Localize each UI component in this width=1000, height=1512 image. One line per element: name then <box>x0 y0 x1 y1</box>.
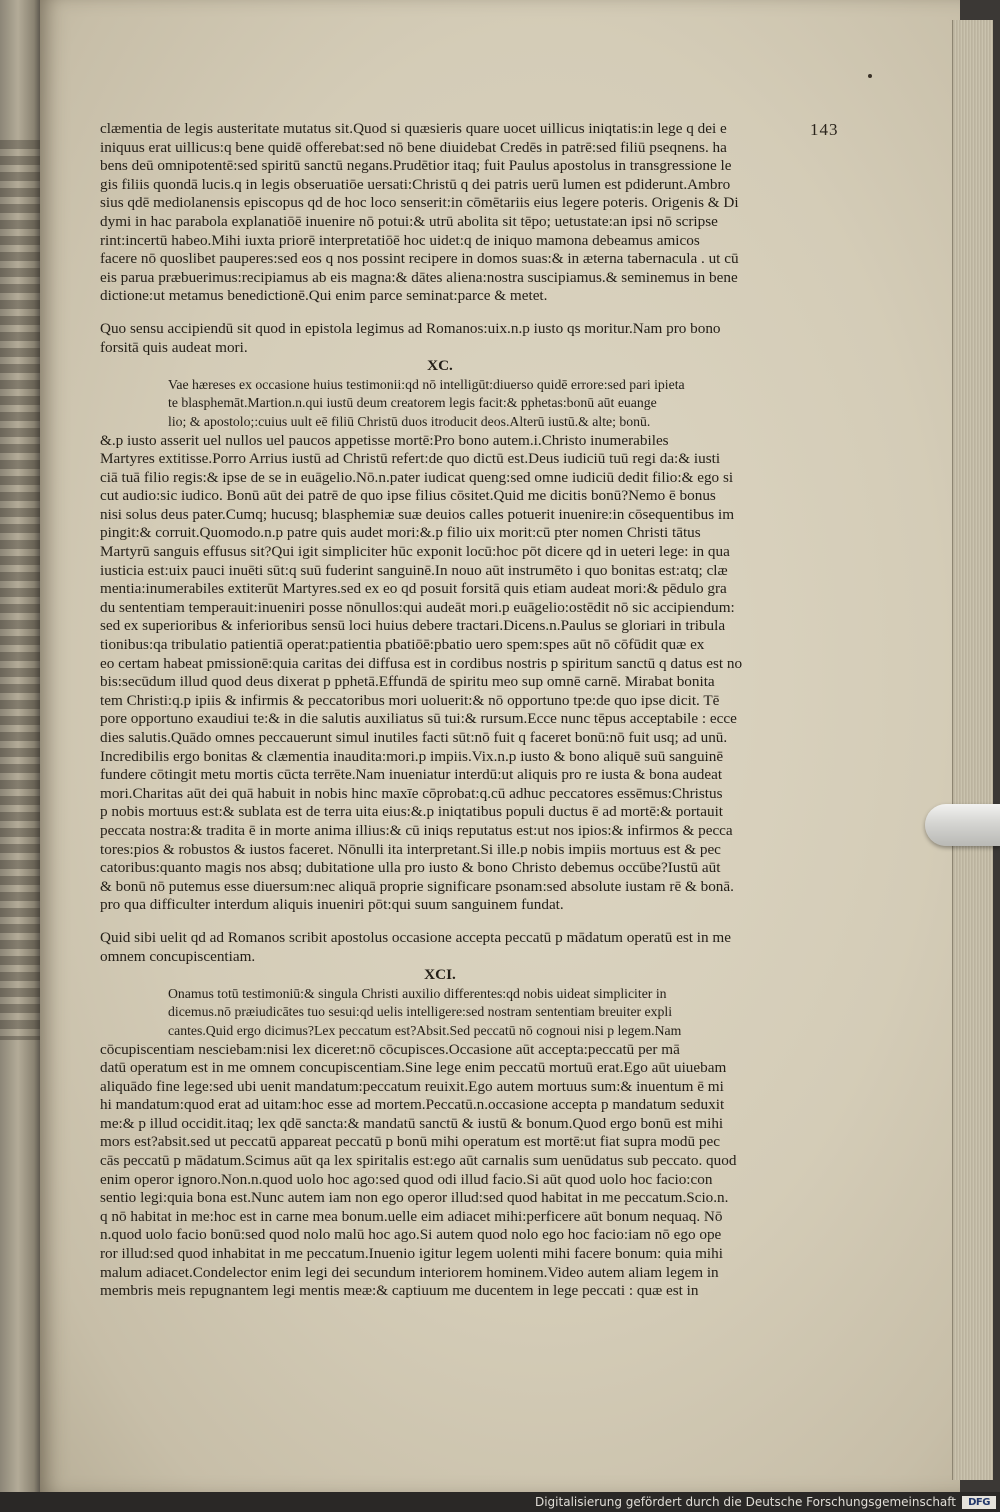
text-line: Quo sensu accipiendū sit quod in epistola legimus ad Romanos:uix.n.p iusto qs moritur.Nam pro bono <box>100 319 721 337</box>
text-line: tem Christi:q.p ipiis & infirmis & peccatoribus mori uoluerit:& nō opportuno tpe:de quo ipse dicit. Tē <box>100 691 720 709</box>
funding-notice: Digitalisierung gefördert durch die Deutsche Forschungsgemeinschaft <box>534 1495 956 1509</box>
text-line: ciā tuā filio regis:& ipse de se in euāgelio.Nō.n.pater iudicat queng:sed omne iudiciū dedit filio:& ego si <box>100 468 734 486</box>
text-line: sentio legi:quia bona est.Nunc autem iam non ego operor illud:sed quod habitat in me peccatum.Scio.n. <box>100 1189 729 1207</box>
text-line: tionibus:qa tribulatio patientiā operat:patientia pbatiōē:pbatio uero spem:spes aūt nō cōfūdit quæ ex <box>100 636 705 654</box>
text-line: Incredibilis ergo bonitas & clæmentia inaudita:mori.p impiis.Vix.n.p iusto & bono aliquē suū sanguinē <box>100 747 724 765</box>
section-xci <box>100 985 820 1301</box>
ink-mark <box>868 74 872 78</box>
text-line: cōcupiscentiam nesciebam:nisi lex diceret:nō cōcupisces.Occasione aūt accepta:peccatū per mā <box>100 1040 680 1058</box>
text-line: omnem concupiscentiam. <box>100 947 256 965</box>
text-line: dymi in hac parabola explanatiōē inuenire nō potui:& utrū abolita sit tēpo; uetustate:an ipsi nō scripse <box>100 212 718 230</box>
text-line: eis parua præbuerimus:recipiamus ab eis magna:& dātes aliena:nostra suscipiamus.& seminemus in bene <box>100 268 738 286</box>
text-line: Vae hæreses ex occasione huius testimonii:qd nō intelligūt:diuerso quidē errore:sed pari ipieta <box>168 376 685 392</box>
section-intro <box>100 120 820 306</box>
text-line: n.quod uolo facio bonū:sed quod nolo malū hoc ago.Si autem quod nolo ego hoc facio:iam nō ego ope <box>100 1226 722 1244</box>
text-line: iniquus erat uillicus:q bene quidē offerebat:sed nō bene diuidebat Credēs in patrē:sed filiū pseqnens. ha <box>100 138 727 156</box>
section-xc <box>100 376 820 915</box>
text-line: sed ex superioribus & inferioribus sensū loci huius debere tractari.Dicens.n.Paulus se gloriari in tribula <box>100 617 726 635</box>
text-line: ror illud:sed quod inhabitat in me peccatum.Inuenio igitur legem uolenti mihi facere bonum: quia mihi <box>100 1245 723 1263</box>
text-line: cut audio:sic iudico. Bonū aūt dei patrē de quo ipse filius cōsitet.Quid me dicitis bonū?Nemo ē bonus <box>100 487 716 505</box>
text-line: me:& p illud occidit.itaq; lex qdē sancta:& mandatū sanctū & iustū & bonum.Quod ergo bonū est mihi <box>100 1114 724 1132</box>
page-stack-edge <box>952 20 993 1480</box>
text-line: mori.Charitas aūt dei quā habuit in nobis hinc maxīe cōprobat:q.cū adhuc peccatores essēmus:Christus <box>100 784 723 802</box>
text-line: Onamus totū testimoniū:& singula Christi auxilio differentes:qd nobis uideat simpliciter in <box>168 985 667 1001</box>
text-line: dictione:ut metamus benedictionē.Qui enim parce seminat:parce & metet. <box>100 287 548 305</box>
text-line: rint:incertū habeo.Mihi iuxta priorē interpretatiōē hoc uidet:q de iniquo mamona debeamus amicos <box>100 231 700 249</box>
dfg-logo: DFG <box>962 1496 996 1509</box>
text-line: facere nō quoslibet pauperes:sed eos q nos possint recipere in domos suas:& in æterna tabernacula . ut cū <box>100 250 739 268</box>
text-line: Quid sibi uelit qd ad Romanos scribit apostolus occasione accepta peccatū p mādatum operatū est in me <box>100 928 731 946</box>
text-line: bens deū omnipotentē:sed spiritū sanctū negans.Prudētior itaq; fuit Paulus apostolus in transgressione le <box>100 157 732 175</box>
text-line: malum adiacet.Condelector enim legi dei secundum interiorem hominem.Video autem aliam legem in <box>100 1263 719 1281</box>
text-line: mentia:inumerabiles extiterūt Martyres.sed ex eo qd posuit forsitā quis etiam audeat mori:& pēdulo gra <box>100 580 727 598</box>
text-line: tores:pios & robustos & iustos faceret. Nōnulli ita interpretant.Si ille.p nobis impiis mortuus est & pec <box>100 840 721 858</box>
text-line: &.p iusto asserit uel nullos uel paucos appetisse mortē:Pro bono autem.i.Christo inumerabiles <box>100 431 669 449</box>
chapter-numeral-xci: XCI. <box>424 966 456 984</box>
book-page <box>40 0 960 1492</box>
text-line: dicemus.nō præiudicātes tuo sesui:qd uelis intelligere:sed nostram sententiam breuiter expli <box>168 1004 673 1020</box>
text-line: iusticia est:uix pauci inuēti sūt:q suū fuderint sanguinē.In nouo aūt instrumēto i quo bonitas est:atq; clæ <box>100 561 728 579</box>
chapter-numeral-xc: XC. <box>427 357 453 375</box>
text-line: hi mandatum:quod erat ad uitam:hoc esse ad mortem.Peccatū.n.occasione accepta p mandatum seduxit <box>100 1096 725 1114</box>
facing-page-edge <box>0 0 40 1512</box>
text-line: te blasphemāt.Martion.n.qui iustū deum creatorem legis facit:& pphetas:bonū aūt euange <box>168 395 657 411</box>
text-line: clæmentia de legis austeritate mutatus sit.Quod si quæsieris quare uocet uillicus iniqtatis:in lege q dei e <box>100 120 727 137</box>
text-line: pore opportuno exaudiui te:& in die salutis auxiliatus sū tui:& rursum.Ecce nunc tēpus acceptabile : ecce <box>100 710 737 728</box>
text-line: q nō habitat in me:hoc est in carne mea bonum.uelle eim adiacet mihi:perficere aūt bonum nequaq. Nō <box>100 1207 723 1225</box>
text-line: cās peccatū p mādatum.Scimus aūt qa lex spiritalis est:ego aūt carnalis sum uenūdatus sub peccato. quod <box>100 1152 737 1170</box>
text-line: forsitā quis audeat mori. <box>100 338 248 356</box>
text-line: pingit:& corruit.Quomodo.n.p patre quis audet mori:&.p filio uix morit:cū pter nomen Christi tātus <box>100 524 701 542</box>
chapter-heading-xc <box>100 320 820 357</box>
text-line: datū operatum est in me omnem concupiscentiam.Sine lege enim peccatū mortuū erat.Ego aūt uiuebam <box>100 1059 727 1077</box>
text-line: gis filiis quondā lucis.q in legis obseruatiōe uersati:Christū q dei patris uerū lumen est pdiderunt.Ambro <box>100 175 731 193</box>
text-line: p nobis mortuus est:& sublata est de terra uita eius:&.p iniqtatibus populi ductus ē ad mortē:& portauit <box>100 803 724 821</box>
text-line: Martyrū sanguis effusus sit?Qui igit simpliciter hūc exponit locū:hoc pōt dicere qd in ueteri lege: in qua <box>100 543 730 561</box>
text-line: cantes.Quid ergo dicimus?Lex peccatum est?Absit.Sed peccatū nō cognoui nisi p legem.Nam <box>168 1022 682 1038</box>
text-line: mors est?absit.sed ut peccatū appareat peccatū p bonū mihi operatum est mortē:ut fiat supra modū pec <box>100 1133 720 1151</box>
page-clip <box>925 804 1000 846</box>
text-line: peccata nostra:& tradita ē in morte anima illius:& cū iniqs reputatus est:ut nos ipios:& infirmos & pecca <box>100 821 733 839</box>
text-line: enim operor ignoro.Non.n.quod uolo hoc ago:sed quod odi illud facio.Si aūt quod uolo hoc facio:con <box>100 1170 713 1188</box>
text-line: pro qua difficulter interdum aliquis inueniri pōt:qui suum sanguinem fundat. <box>100 896 564 914</box>
folio-number: 143 <box>810 120 839 139</box>
text-line: nisi solus deus pater.Cumq; hucusq; blasphemiæ suæ deuios calles potuerit inuenire:in cōsequentibus im <box>100 505 735 523</box>
text-line: lio; & apostolo;:cuius uult eē filiū Christū duos itroducit deos.Alterū iustū.& alte; bonū. <box>168 413 651 429</box>
facing-page-text-shadow <box>0 140 40 1040</box>
text-line: catoribus:quanto magis nos absq; dubitatione ulla pro iusto & bono Christo debemus occūbe?Iustū aūt <box>100 859 721 877</box>
text-line: eo certam habeat pmissionē:quia caritas dei diffusa est in cordibus nostris p spiritum sanctū q datus est no <box>100 654 743 672</box>
page-text <box>100 120 820 1301</box>
text-line: dies salutis.Quādo omnes peccauerunt simul inutiles facti sūt:nō fuit q faceret bonū:nō fuit usq; ad unū. <box>100 729 728 746</box>
text-line: membris meis repugnantem legi mentis meæ:& captiuum me ducentem in lege peccati : quæ est in <box>100 1282 699 1300</box>
text-line: du sententiam temperauit:inueniri posse nōnullos:qui audeāt mori.p euāgelio:ostēdit nō sic accipiendum: <box>100 598 735 616</box>
text-line: bis:secūdum illud quod deus dixerat p pphetā.Effundā de spiritu meo sup omnē carnē. Mirabat bonita <box>100 673 715 691</box>
text-line: aliquādo fine lege:sed ubi uenit mandatum:peccatum reuixit.Ego autem mortuus sum:& inuentum ē mi <box>100 1077 724 1095</box>
text-line: Martyres extitisse.Porro Arrius iustū ad Christū refert:de quo dictū est.Deus iudiciū tuū regi da:& iusti <box>100 450 721 468</box>
text-line: fundere cōtingit metu mortis cūcta terrēte.Nam inueniatur interdū:ut aliquis pro re iusta & bona audeat <box>100 766 723 784</box>
chapter-heading-xci <box>100 929 820 966</box>
text-line: sius qdē mediolanensis episcopus qd de hoc loco senserit:in cōmētariis eius legere poteris. Origenis & Di <box>100 194 739 212</box>
footer-bar <box>0 1492 1000 1512</box>
text-line: & bonū nō putemus esse diuersum:nec aliquā proprie significare psonam:sed absolute iustam rē & bonā. <box>100 877 734 895</box>
